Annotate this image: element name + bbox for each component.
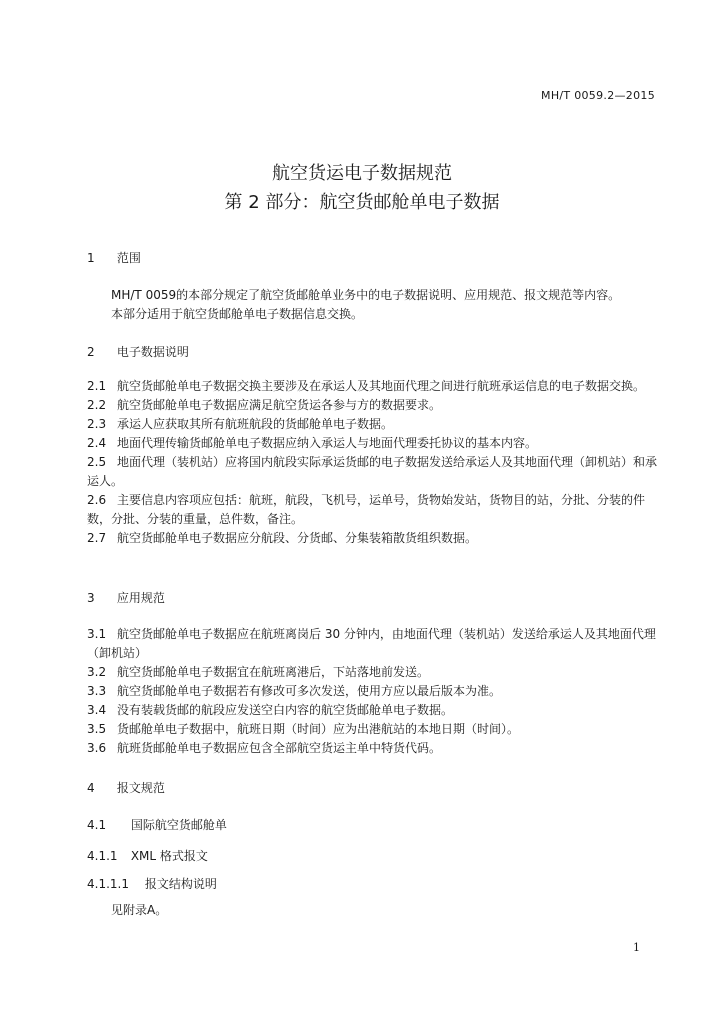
standard-code: MH/T 0059.2—2015 bbox=[541, 89, 655, 102]
item-number: 2.2 bbox=[87, 398, 107, 412]
section-title: 报文规范 bbox=[116, 781, 165, 795]
section-4-body bbox=[87, 901, 662, 920]
item-number: 2.4 bbox=[87, 436, 107, 450]
document-subtitle: 第 2 部分：航空货邮舱单电子数据 bbox=[224, 192, 500, 213]
section-1-body bbox=[87, 286, 662, 324]
item-number: 3.4 bbox=[87, 703, 107, 717]
list-item bbox=[87, 377, 662, 396]
item-text: 地面代理（装机站）应将国内航段实际承运货邮的电子数据发送给承运人及其地面代理（卸机站）和承运人。 bbox=[87, 455, 658, 488]
paragraph: 见附录A。 bbox=[111, 903, 168, 917]
item-text: 地面代理传输货邮舱单电子数据应纳入承运人与地面代理委托协议的基本内容。 bbox=[117, 436, 538, 450]
item-number: 2.6 bbox=[87, 493, 107, 507]
item-text: 航班货邮舱单电子数据应包含全部航空货运主单中特货代码。 bbox=[117, 741, 442, 755]
section-title: 报文结构说明 bbox=[144, 877, 217, 891]
section-title: 电子数据说明 bbox=[116, 345, 189, 359]
section-1-heading bbox=[87, 249, 141, 266]
section-number: 3 bbox=[87, 591, 95, 605]
item-number: 2.1 bbox=[87, 379, 107, 393]
list-item bbox=[87, 701, 662, 720]
item-number: 3.2 bbox=[87, 665, 107, 679]
list-item bbox=[87, 453, 662, 491]
item-number: 3.3 bbox=[87, 684, 107, 698]
list-item bbox=[87, 491, 662, 529]
list-item bbox=[87, 396, 662, 415]
document-title: 航空货运电子数据规范 bbox=[272, 163, 452, 184]
section-number: 2 bbox=[87, 345, 95, 359]
item-text: 货邮舱单电子数据中，航班日期（时间）应为出港航站的本地日期（时间）。 bbox=[117, 722, 520, 736]
section-3-heading bbox=[87, 589, 165, 606]
item-number: 3.5 bbox=[87, 722, 107, 736]
section-3-body bbox=[87, 625, 662, 758]
list-item bbox=[87, 625, 662, 663]
section-number: 4.1.1 bbox=[87, 849, 118, 863]
section-title: XML 格式报文 bbox=[130, 849, 208, 863]
item-text: 主要信息内容项应包括：航班，航段，飞机号，运单号，货物始发站，货物目的站，分批、分装的件数，分批、分装的重量，总件数，备注。 bbox=[87, 493, 646, 526]
item-number: 2.5 bbox=[87, 455, 107, 469]
item-text: 承运人应获取其所有航班航段的货邮舱单电子数据。 bbox=[117, 417, 394, 431]
section-number: 4.1.1.1 bbox=[87, 877, 129, 891]
item-text: 航空货邮舱单电子数据应满足航空货运各参与方的数据要求。 bbox=[117, 398, 442, 412]
list-item bbox=[87, 720, 662, 739]
subsection-4-1-1-heading bbox=[87, 847, 208, 864]
section-title: 国际航空货邮舱单 bbox=[130, 818, 227, 832]
section-2-heading bbox=[87, 343, 189, 360]
item-number: 2.7 bbox=[87, 531, 107, 545]
section-2-body bbox=[87, 377, 662, 548]
section-title: 应用规范 bbox=[116, 591, 165, 605]
section-number: 1 bbox=[87, 251, 95, 265]
paragraph: MH/T 0059的本部分规定了航空货邮舱单业务中的电子数据说明、应用规范、报文规范等内容。 bbox=[111, 288, 621, 302]
item-number: 2.3 bbox=[87, 417, 107, 431]
section-number: 4 bbox=[87, 781, 95, 795]
list-item bbox=[87, 415, 662, 434]
list-item bbox=[87, 434, 662, 453]
item-text: 航空货邮舱单电子数据应在航班离岗后 30 分钟内，由地面代理（装机站）发送给承运人及其地面代理（卸机站） bbox=[87, 627, 656, 660]
subsection-4-1-1-1-heading bbox=[87, 875, 217, 892]
item-number: 3.6 bbox=[87, 741, 107, 755]
page-number: 1 bbox=[633, 941, 640, 954]
list-item bbox=[87, 739, 662, 758]
paragraph: 本部分适用于航空货邮舱单电子数据信息交换。 bbox=[111, 307, 364, 321]
list-item bbox=[87, 663, 662, 682]
item-text: 航空货邮舱单电子数据交换主要涉及在承运人及其地面代理之间进行航班承运信息的电子数据交换。 bbox=[117, 379, 646, 393]
section-4-heading bbox=[87, 779, 165, 796]
item-text: 航空货邮舱单电子数据宜在航班离港后，下站落地前发送。 bbox=[117, 665, 430, 679]
item-number: 3.1 bbox=[87, 627, 107, 641]
section-number: 4.1 bbox=[87, 818, 107, 832]
item-text: 航空货邮舱单电子数据应分航段、分货邮、分集装箱散货组织数据。 bbox=[117, 531, 478, 545]
list-item bbox=[87, 682, 662, 701]
section-title: 范围 bbox=[116, 251, 141, 265]
item-text: 没有装载货邮的航段应发送空白内容的航空货邮舱单电子数据。 bbox=[117, 703, 454, 717]
list-item bbox=[87, 529, 662, 548]
item-text: 航空货邮舱单电子数据若有修改可多次发送，使用方应以最后版本为准。 bbox=[117, 684, 502, 698]
subsection-4-1-heading bbox=[87, 816, 227, 833]
